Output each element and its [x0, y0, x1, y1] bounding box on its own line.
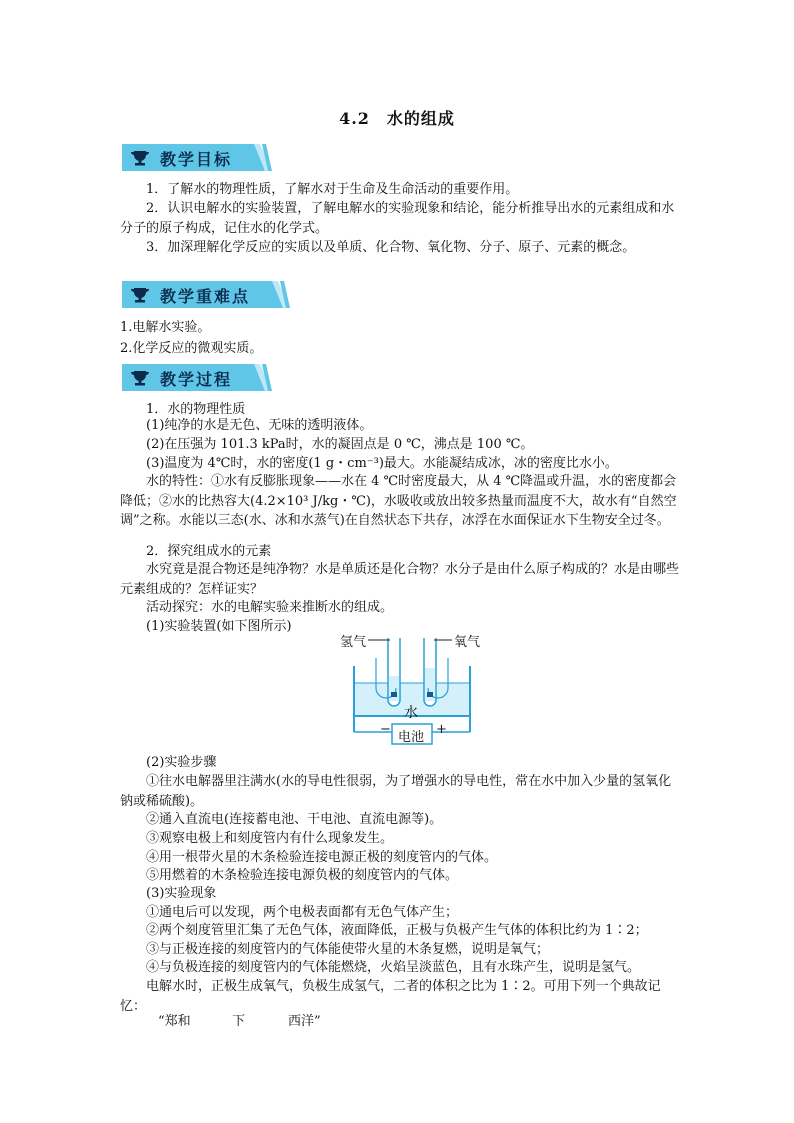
water-label: 水 — [404, 705, 418, 721]
process-line: (1)实验装置(如下图所示) — [146, 619, 292, 634]
electrolysis-apparatus-diagram — [340, 628, 490, 748]
banner-label: 教学目标 — [160, 150, 233, 169]
step-4: ④用一根带火星的木条检验连接电源正极的刻度管内的气体。 — [146, 850, 498, 865]
key-point-2: 2.化学反应的微观实质。 — [120, 341, 263, 356]
key-point-1: 1.电解水实验。 — [120, 320, 211, 335]
banner-label: 教学过程 — [160, 370, 233, 389]
process-line: (2)在压强为 101.3 kPa时，水的凝固点是 0 ℃，沸点是 100 ℃。 — [146, 437, 534, 452]
process-line: (2)实验步骤 — [146, 755, 217, 770]
goal-3: 3．加深理解化学反应的实质以及单质、化合物、氧化物、分子、原子、元素的概念。 — [146, 240, 636, 255]
conclusion-paragraph: 电解水时，正极生成氧气，负极生成氢气，二者的体积之比为 1∶2。可用下列一个典故记忆： — [120, 979, 661, 1014]
positive-terminal-label: + — [436, 722, 447, 737]
water-properties-paragraph: 水的特性：①水有反膨胀现象——水在 4 ℃时密度最大，从 4 ℃降温或升温，水的密度都会降低；②水的比热容大(4.2×10³ J/kg・℃)，水吸收或放出较多热量而温度不大，故水有“自然空调”之称。水能以三态(水、冰和水蒸气)在自然状态下共存，冰浮在水面保证水下生物安全过冬。 — [120, 474, 677, 528]
mnemonic-part-2: 下 — [232, 1014, 246, 1029]
hydrogen-label: 氢气 — [340, 635, 367, 650]
process-line: (1)纯净的水是无色、无味的透明液体。 — [146, 418, 373, 433]
process-line: (3)温度为 4℃时，水的密度(1 g・cm⁻³)最大。水能凝结成冰，冰的密度比水小。 — [146, 456, 618, 471]
observation-1: ①通电后可以发现，两个电极表面都有无色气体产生； — [146, 905, 459, 920]
goal-1: 1．了解水的物理性质，了解水对于生命及生命活动的重要作用。 — [146, 182, 519, 197]
observation-2: ②两个刻度管里汇集了无色气体，液面降低，正极与负极产生气体的体积比约为 1∶2； — [146, 923, 648, 938]
process-heading-2: 2．探究组成水的元素 — [146, 544, 272, 559]
mnemonic-part-3: 西洋” — [288, 1014, 321, 1029]
process-heading-1: 1．水的物理性质 — [146, 402, 246, 417]
step-1: ①往水电解器里注满水(水的导电性很弱，为了增强水的导电性，常在水中加入少量的氢氧化钠或稀硫酸)。 — [120, 774, 672, 809]
section-banner-key — [122, 281, 290, 308]
banner-label: 教学重难点 — [160, 287, 251, 306]
question-paragraph: 水究竟是混合物还是纯净物？水是单质还是化合物？水分子是由什么原子构成的？水是由哪些元素组成的？怎样证实？ — [120, 562, 680, 597]
step-3: ③观察电极上和刻度管内有什么现象发生。 — [146, 831, 394, 846]
observation-4: ④与负极连接的刻度管内的气体能燃烧，火焰呈淡蓝色，且有水珠产生，说明是氢气。 — [146, 960, 641, 975]
step-2: ②通入直流电(连接蓄电池、干电池、直流电源等)。 — [146, 812, 443, 827]
observation-3: ③与正极连接的刻度管内的气体能使带火星的木条复燃，说明是氧气； — [146, 942, 550, 957]
section-banner-goals — [122, 144, 272, 171]
mnemonic-part-1: “郑和 — [158, 1014, 191, 1029]
section-banner-process — [122, 364, 272, 391]
oxygen-label: 氧气 — [454, 635, 481, 650]
step-5: ⑤用燃着的木条检验连接电源负极的刻度管内的气体。 — [146, 868, 459, 883]
process-line: (3)实验现象 — [146, 886, 217, 901]
process-line: 活动探究：水的电解实验来推断水的组成。 — [146, 600, 394, 615]
negative-terminal-label: − — [380, 722, 391, 737]
battery-label: 电池 — [398, 730, 425, 745]
goal-2: 2．认识电解水的实验装置，了解电解水的实验现象和结论，能分析推导出水的元素组成和水分子的原子构成，记住水的化学式。 — [120, 201, 675, 236]
page-title: 4.2 水的组成 — [339, 109, 455, 128]
